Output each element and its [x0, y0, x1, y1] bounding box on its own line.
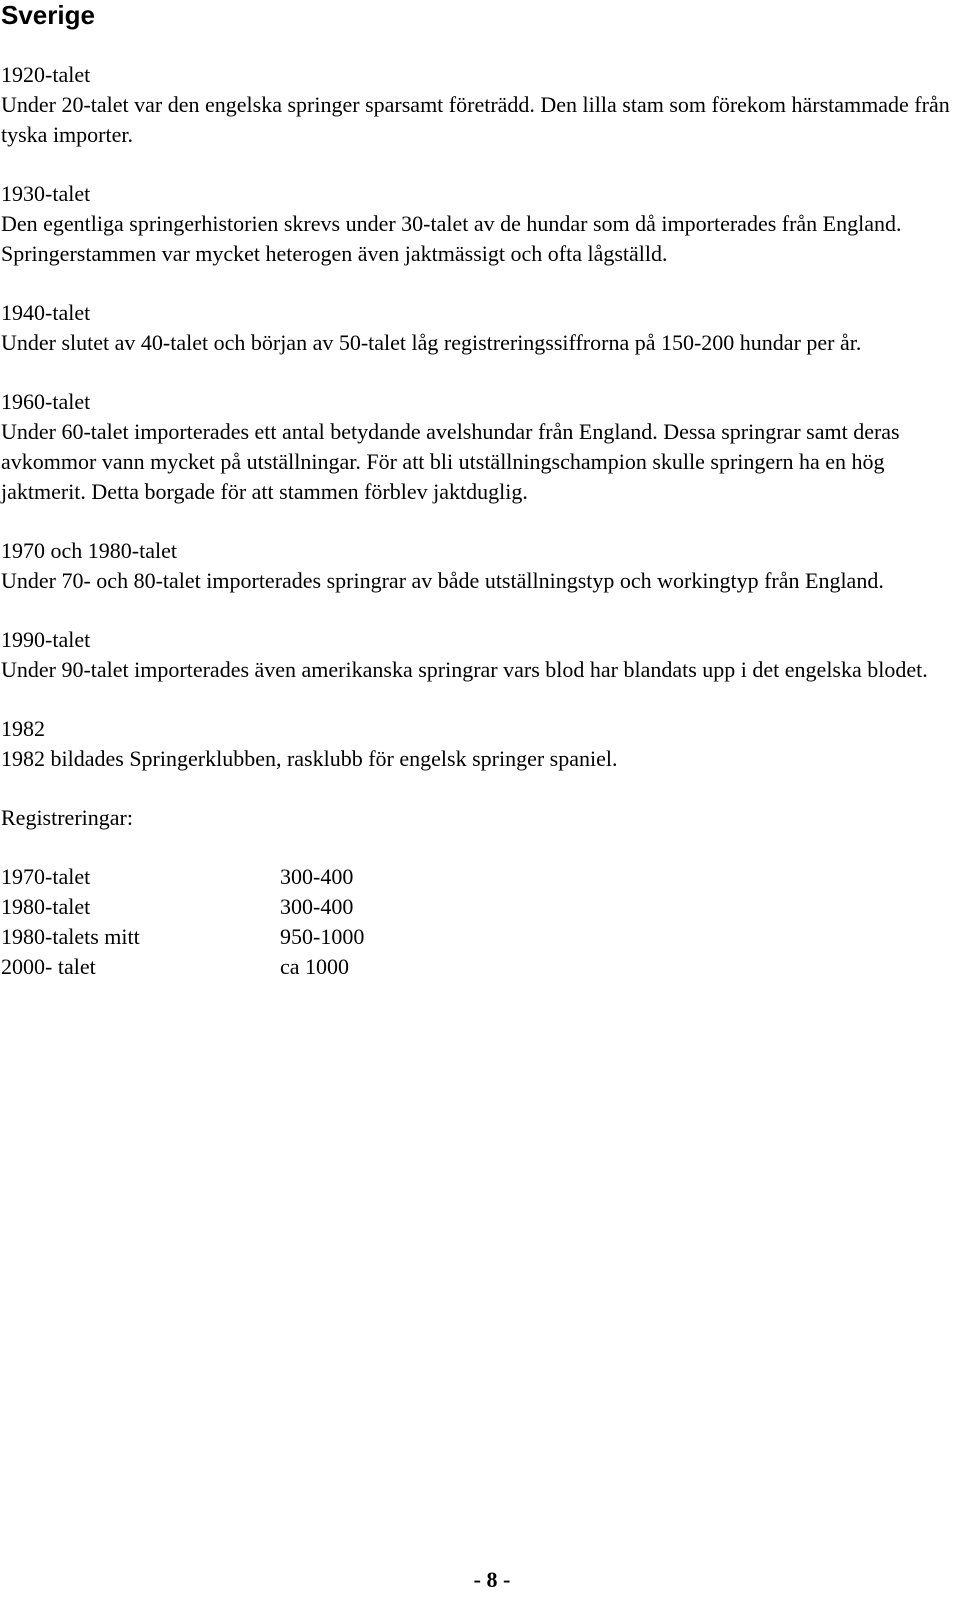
section-heading: 1982: [1, 716, 45, 741]
registration-period: 1970-talet: [1, 864, 91, 889]
section-text: Under 20-talet var den engelska springer sparsamt företrädd. Den lilla stam som förekom härstammade från tyska importer.: [1, 92, 950, 147]
section-text: Under 70- och 80-talet importerades springrar av både utställningstyp och workingtyp från England.: [1, 568, 884, 593]
registration-period: 1980-talet: [1, 894, 91, 919]
section-1970-1980: [1, 536, 956, 596]
section-heading: 1960-talet: [1, 389, 91, 414]
registration-count: 300-400: [280, 864, 354, 889]
section-heading: 1970 och 1980-talet: [1, 538, 177, 563]
document-body: [1, 60, 956, 982]
section-1940: [1, 298, 956, 358]
page-title: Sverige: [1, 0, 95, 30]
section-text: 1982 bildades Springerklubben, rasklubb för engelsk springer spaniel.: [1, 746, 618, 771]
section-heading: 1990-talet: [1, 627, 91, 652]
section-heading: 1930-talet: [1, 181, 91, 206]
registration-count: 300-400: [280, 894, 354, 919]
section-text: Den egentliga springerhistorien skrevs under 30-talet av de hundar som då importerades från England. Springerstammen var mycket heterogen även jaktmässigt och ofta lågställd.: [1, 211, 902, 266]
section-heading: 1940-talet: [1, 300, 91, 325]
page-number: - 8 -: [473, 1567, 511, 1592]
registration-count: ca 1000: [280, 954, 350, 979]
registrations-section: [1, 803, 956, 982]
section-1960: [1, 387, 956, 507]
table-row: [1, 922, 364, 952]
table-row: [1, 952, 364, 982]
registration-period: 1980-talets mitt: [1, 924, 140, 949]
section-1982: [1, 714, 956, 774]
registrations-label: Registreringar:: [1, 805, 133, 830]
section-heading: 1920-talet: [1, 62, 91, 87]
section-text: Under 60-talet importerades ett antal betydande avelshundar från England. Dessa springrar samt deras avkommor vann mycket på utställningar. För att bli utställningschampion skulle springern ha en hög jaktmerit. Detta borgade för att stammen förblev jaktduglig.: [1, 419, 900, 504]
registration-period: 2000- talet: [1, 954, 96, 979]
table-row: [1, 862, 364, 892]
registration-count: 950-1000: [280, 924, 365, 949]
section-text: Under 90-talet importerades även amerikanska springrar vars blod har blandats upp i det engelska blodet.: [1, 657, 928, 682]
registrations-table: [1, 862, 364, 982]
section-1930: [1, 179, 956, 269]
section-text: Under slutet av 40-talet och början av 50-talet låg registreringssiffrorna på 150-200 hundar per år.: [1, 330, 862, 355]
table-row: [1, 892, 364, 922]
section-1920: [1, 60, 956, 150]
section-1990: [1, 625, 956, 685]
